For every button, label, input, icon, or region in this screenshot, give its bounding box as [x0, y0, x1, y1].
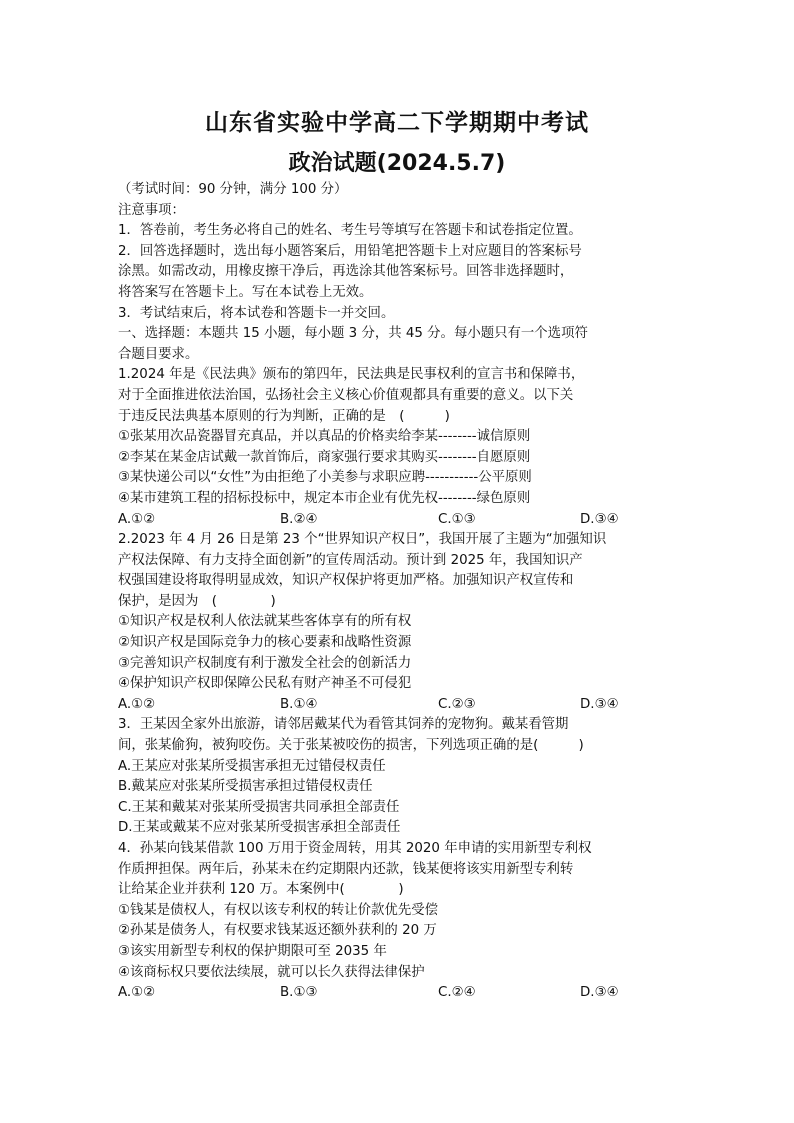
option-a: A.①②	[118, 985, 156, 1001]
question-stem-line: 权强国建设将取得明显成效，知识产权保护将更加严格。加强知识产权宣传和	[118, 573, 574, 589]
question-stem-line: 对于全面推进依法治国，弘扬社会主义核心价值观都具有重要的意义。以下关	[118, 387, 574, 403]
question-item: ②知识产权是国际竞争力的核心要素和战略性资源	[118, 635, 412, 651]
question-item: ②孙某是债务人，有权要求钱某返还额外获利的 20 万	[118, 923, 437, 939]
question-stem-line: 3．王某因全家外出旅游，请邻居戴某代为看管其饲养的宠物狗。戴某看管期	[118, 717, 569, 733]
question-item: ④保护知识产权即保障公民私有财产神圣不可侵犯	[118, 676, 412, 692]
question-item: ④某市建筑工程的招标投标中，规定本市企业有优先权--------绿色原则	[118, 490, 531, 506]
section-heading: 合题目要求。	[118, 346, 199, 362]
option-d: D.③④	[580, 696, 619, 712]
question-stem-line: 作质押担保。两年后，孙某未在约定期限内还款，钱某便将该实用新型专利转	[118, 861, 574, 877]
notice-heading: 注意事项：	[118, 202, 185, 218]
question-item: ②李某在某金店试戴一款首饰后，商家强行要求其购买--------自愿原则	[118, 449, 531, 465]
option-b: B.②④	[280, 511, 318, 527]
option-d: D.王某或戴某不应对张某所受损害承担全部责任	[118, 820, 401, 836]
question-stem-line: 保护，是因为 ( )	[118, 593, 276, 609]
question-item: ③该实用新型专利权的保护期限可至 2035 年	[118, 943, 387, 959]
question-4	[118, 839, 678, 1004]
notice-line: 1．答卷前，考生务必将自己的姓名、考生号等填写在答题卡和试卷指定位置。	[118, 223, 582, 239]
question-stem-line: 1.2024 年是《民法典》颁布的第四年，民法典是民事权利的宣言书和保障书，	[118, 367, 585, 383]
option-d: D.③④	[580, 985, 619, 1001]
option-b: B.戴某应对张某所受损害承担过错侵权责任	[118, 779, 373, 795]
answer-options	[118, 983, 678, 1004]
option-a: A.①②	[118, 696, 156, 712]
question-item: ①张某用次品瓷器冒充真品，并以真品的价格卖给李某--------诚信原则	[118, 429, 531, 445]
exam-body	[118, 180, 678, 1004]
exam-title: 山东省实验中学高二下学期期中考试	[205, 110, 589, 136]
question-stem-line: 间，张某偷狗，被狗咬伤。关于张某被咬伤的损害，下列选项正确的是( )	[118, 738, 584, 754]
question-item: ③完善知识产权制度有利于激发全社会的创新活力	[118, 655, 412, 671]
question-3	[118, 715, 678, 839]
exam-subtitle: 政治试题(2024.5.7)	[288, 151, 506, 176]
option-b: B.①③	[280, 985, 318, 1001]
option-c: C.①③	[438, 511, 476, 527]
question-stem-line: 4．孙某向钱某借款 100 万用于资金周转，用其 2020 年申请的实用新型专利权	[118, 841, 592, 856]
question-stem-line: 产权法保障、有力支持全面创新”的宣传周活动。预计到 2025 年，我国知识产	[118, 552, 583, 568]
time-note: （考试时间：90 分钟，满分 100 分）	[118, 182, 348, 197]
option-a: A.王某应对张某所受损害承担无过错侵权责任	[118, 758, 386, 774]
answer-options	[118, 510, 678, 531]
question-stem-line: 2.2023 年 4 月 26 日是第 23 个“世界知识产权日”，我国开展了主题为“加强知识	[118, 532, 607, 548]
option-c: C.②③	[438, 696, 476, 712]
question-1	[118, 365, 678, 530]
question-2	[118, 530, 678, 715]
notice-line: 3．考试结束后，将本试卷和答题卡一并交回。	[118, 305, 395, 321]
section-heading: 一、选择题：本题共 15 小题，每小题 3 分，共 45 分。每小题只有一个选项符	[118, 326, 588, 342]
question-item: ①知识产权是权利人依法就某些客体享有的所有权	[118, 614, 412, 630]
question-item: ①钱某是债权人，有权以该专利权的转让价款优先受偿	[118, 902, 438, 918]
notice-line: 将答案写在答题卡上。写在本试卷上无效。	[118, 284, 373, 300]
question-item: ④该商标权只要依法续展，就可以长久获得法律保护	[118, 964, 425, 980]
notice-line: 涂黑。如需改动，用橡皮擦干净后，再选涂其他答案标号。回答非选择题时，	[118, 264, 574, 280]
question-item: ③某快递公司以“女性”为由拒绝了小美参与求职应聘-----------公平原则	[118, 470, 532, 486]
option-c: C.王某和戴某对张某所受损害共同承担全部责任	[118, 799, 400, 815]
option-a: A.①②	[118, 511, 156, 527]
option-d: D.③④	[580, 511, 619, 527]
answer-options	[118, 695, 678, 716]
option-c: C.②④	[438, 985, 476, 1001]
question-stem-line: 让给某企业并获利 120 万。本案例中( )	[118, 882, 404, 898]
option-b: B.①④	[280, 696, 318, 712]
notice-line: 2．回答选择题时，选出每小题答案后，用铅笔把答题卡上对应题目的答案标号	[118, 243, 582, 259]
question-stem-line: 于违反民法典基本原则的行为判断，正确的是 ( )	[118, 408, 450, 424]
